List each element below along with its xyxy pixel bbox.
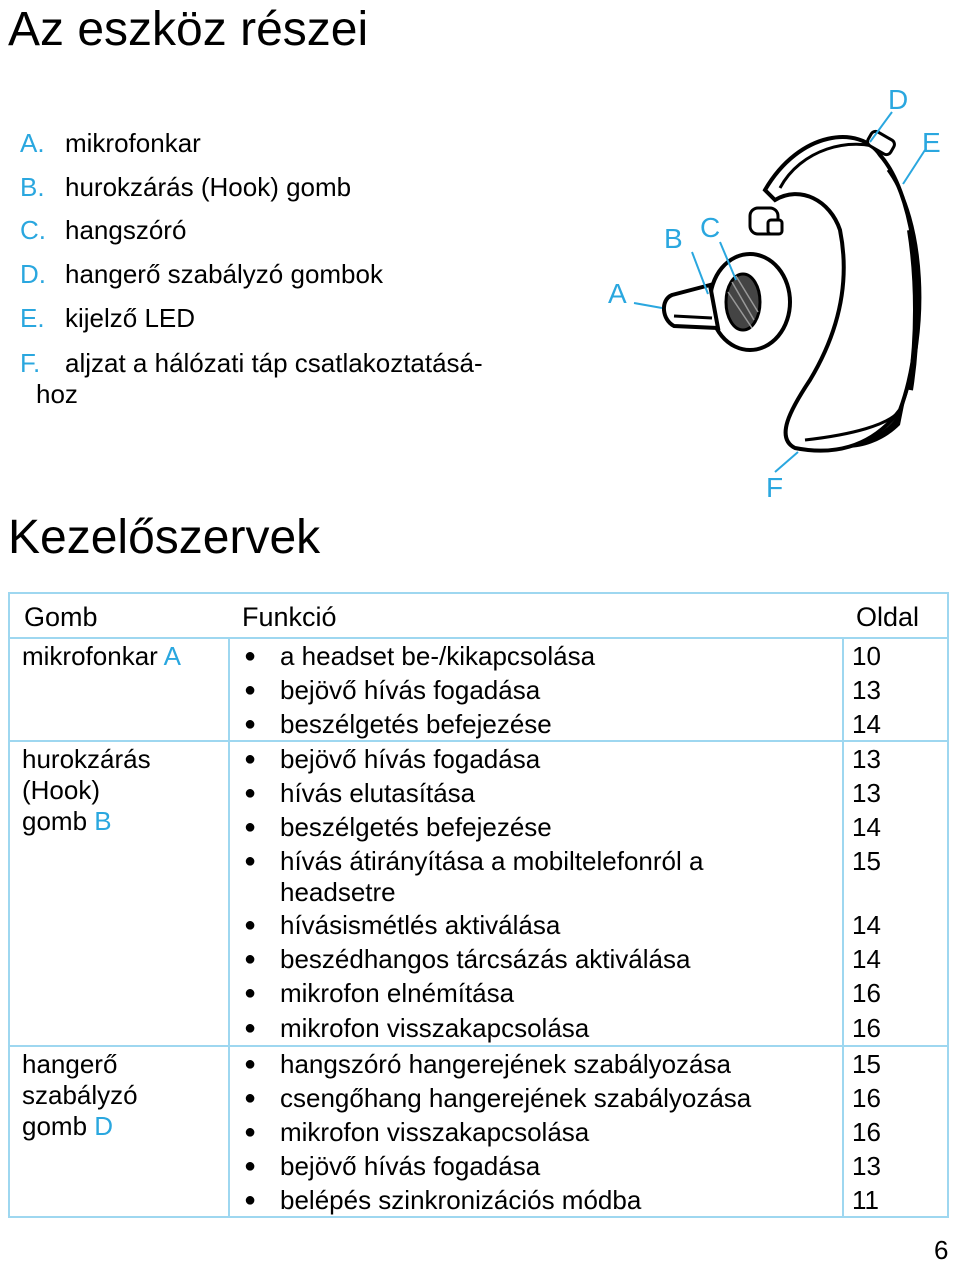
part-item-b — [20, 166, 580, 210]
list-item — [238, 844, 838, 908]
list-item — [238, 976, 838, 1010]
page-ref: 14 — [852, 944, 881, 975]
page-ref: 16 — [852, 1117, 881, 1148]
list-item-text: mikrofon visszakapcsolása — [280, 1117, 590, 1148]
list-item — [238, 673, 838, 707]
row-label: hurokzárás (Hook) gomb B — [22, 744, 151, 836]
part-letter: F. — [20, 347, 41, 378]
page-ref: 11 — [852, 1185, 879, 1216]
list-item-text: mikrofon visszakapcsolása — [280, 1012, 590, 1043]
bullet-icon: ● — [244, 1053, 257, 1075]
part-text: aljzat a hálózati táp csatlakoztatásá- — [65, 347, 483, 378]
page-list — [852, 742, 892, 1045]
list-item-text: beszédhangos tárcsázás aktiválása — [280, 944, 691, 975]
list-item — [238, 1183, 838, 1217]
list-item-text: bejövő hívás fogadása — [280, 1151, 541, 1182]
part-text: hangszóró — [65, 215, 187, 246]
bullet-icon: ● — [244, 713, 257, 736]
list-item-text: bejövő hívás fogadása — [280, 744, 541, 774]
header-page-col: Oldal — [856, 602, 920, 632]
bullet-icon: ● — [244, 1016, 257, 1039]
header-function-col: Funkció — [242, 602, 337, 632]
list-item-text: hívás elutasítása — [280, 778, 476, 809]
page-ref: 10 — [852, 641, 881, 671]
list-item-text: hangszóró hangerejének szabályozása — [280, 1049, 731, 1079]
list-item-text: csengőhang hangerejének szabályozása — [280, 1083, 752, 1114]
list-item — [238, 742, 838, 776]
page-ref: 13 — [852, 778, 881, 809]
bullet-icon: ● — [244, 679, 257, 702]
diagram-label-f: F — [766, 472, 784, 503]
function-list — [238, 1047, 838, 1217]
column-divider — [228, 637, 230, 1216]
page-ref: 15 — [852, 1049, 881, 1079]
part-letter: D. — [20, 259, 46, 290]
function-list — [238, 742, 838, 1045]
page-list — [852, 639, 892, 741]
page-ref: 16 — [852, 1012, 881, 1043]
part-item-a — [20, 122, 580, 166]
bullet-icon: ● — [244, 645, 257, 667]
list-item — [238, 942, 838, 976]
part-item-f — [20, 340, 580, 410]
diagram-label-d: D — [888, 84, 909, 115]
page-ref: 14 — [852, 709, 881, 740]
part-letter: A. — [20, 128, 45, 159]
bullet-icon: ● — [244, 1087, 257, 1110]
page-ref: 16 — [852, 978, 881, 1009]
list-item — [238, 1115, 838, 1149]
part-text-continued: hoz — [36, 378, 78, 409]
diagram-label-c: C — [700, 212, 721, 243]
part-letter: E. — [20, 302, 45, 333]
diagram-label-e: E — [922, 127, 941, 158]
list-item — [238, 707, 838, 741]
list-item-text: bejövő hívás fogadása — [280, 675, 541, 706]
bullet-icon: ● — [244, 748, 257, 770]
list-item — [238, 776, 838, 810]
list-item — [238, 1011, 838, 1045]
table-header — [10, 594, 947, 639]
page-ref: 14 — [852, 812, 881, 843]
list-item-text: a headset be-/kikapcsolása — [280, 641, 596, 671]
page-ref: 16 — [852, 1083, 881, 1114]
list-item-text: beszélgetés befejezése — [280, 709, 552, 740]
part-item-d — [20, 253, 580, 297]
page-ref: 13 — [852, 1151, 881, 1182]
diagram-label-b: B — [664, 223, 683, 254]
section-title: Kezelőszervek — [8, 511, 321, 564]
part-text: mikrofonkar — [65, 128, 201, 159]
parts-list — [20, 122, 580, 410]
list-item-text: beszélgetés befejezése — [280, 812, 552, 843]
bullet-icon: ● — [244, 850, 257, 873]
page-title: Az eszköz részei — [8, 3, 369, 56]
page-list — [852, 1047, 892, 1217]
mic-arm — [664, 285, 718, 328]
part-item-e — [20, 296, 580, 340]
part-text: hangerő szabályzó gombok — [65, 259, 383, 290]
row-label: hangerő szabályzó gomb D — [22, 1049, 138, 1141]
part-letter: B. — [20, 171, 45, 202]
list-item — [238, 810, 838, 844]
row-label: mikrofonkar A — [22, 641, 181, 671]
bullet-icon: ● — [244, 1189, 257, 1212]
bullet-icon: ● — [244, 948, 257, 971]
list-item — [238, 1081, 838, 1115]
part-letter: C. — [20, 215, 46, 246]
header-button-col: Gomb — [24, 602, 98, 632]
list-item — [238, 1149, 838, 1183]
headset-illustration — [600, 80, 960, 510]
page-number: 6 — [934, 1235, 949, 1265]
list-item-text: hívás átirányítása a mobiltelefonról a headsetre — [280, 846, 704, 908]
page-ref: 15 — [852, 846, 881, 877]
page-ref: 13 — [852, 675, 881, 706]
part-text: hurokzárás (Hook) gomb — [65, 171, 352, 202]
bullet-icon: ● — [244, 1121, 257, 1144]
list-item — [238, 639, 838, 673]
list-item — [238, 908, 838, 942]
diagram-label-a: A — [608, 278, 627, 309]
part-item-c — [20, 209, 580, 253]
controls-table — [8, 592, 949, 1218]
bullet-icon: ● — [244, 982, 257, 1005]
bullet-icon: ● — [244, 1155, 257, 1178]
column-divider — [842, 637, 844, 1216]
list-item — [238, 1047, 838, 1081]
function-list — [238, 639, 838, 741]
page-ref: 13 — [852, 744, 881, 774]
bullet-icon: ● — [244, 782, 257, 805]
list-item-text: mikrofon elnémítása — [280, 978, 515, 1009]
list-item-text: belépés szinkronizációs módba — [280, 1185, 642, 1216]
part-text: kijelző LED — [65, 302, 196, 333]
bullet-icon: ● — [244, 914, 257, 937]
list-item-text: hívásismétlés aktiválása — [280, 910, 561, 941]
headset-diagram — [600, 80, 960, 510]
bullet-icon: ● — [244, 816, 257, 839]
page-ref: 14 — [852, 910, 881, 941]
